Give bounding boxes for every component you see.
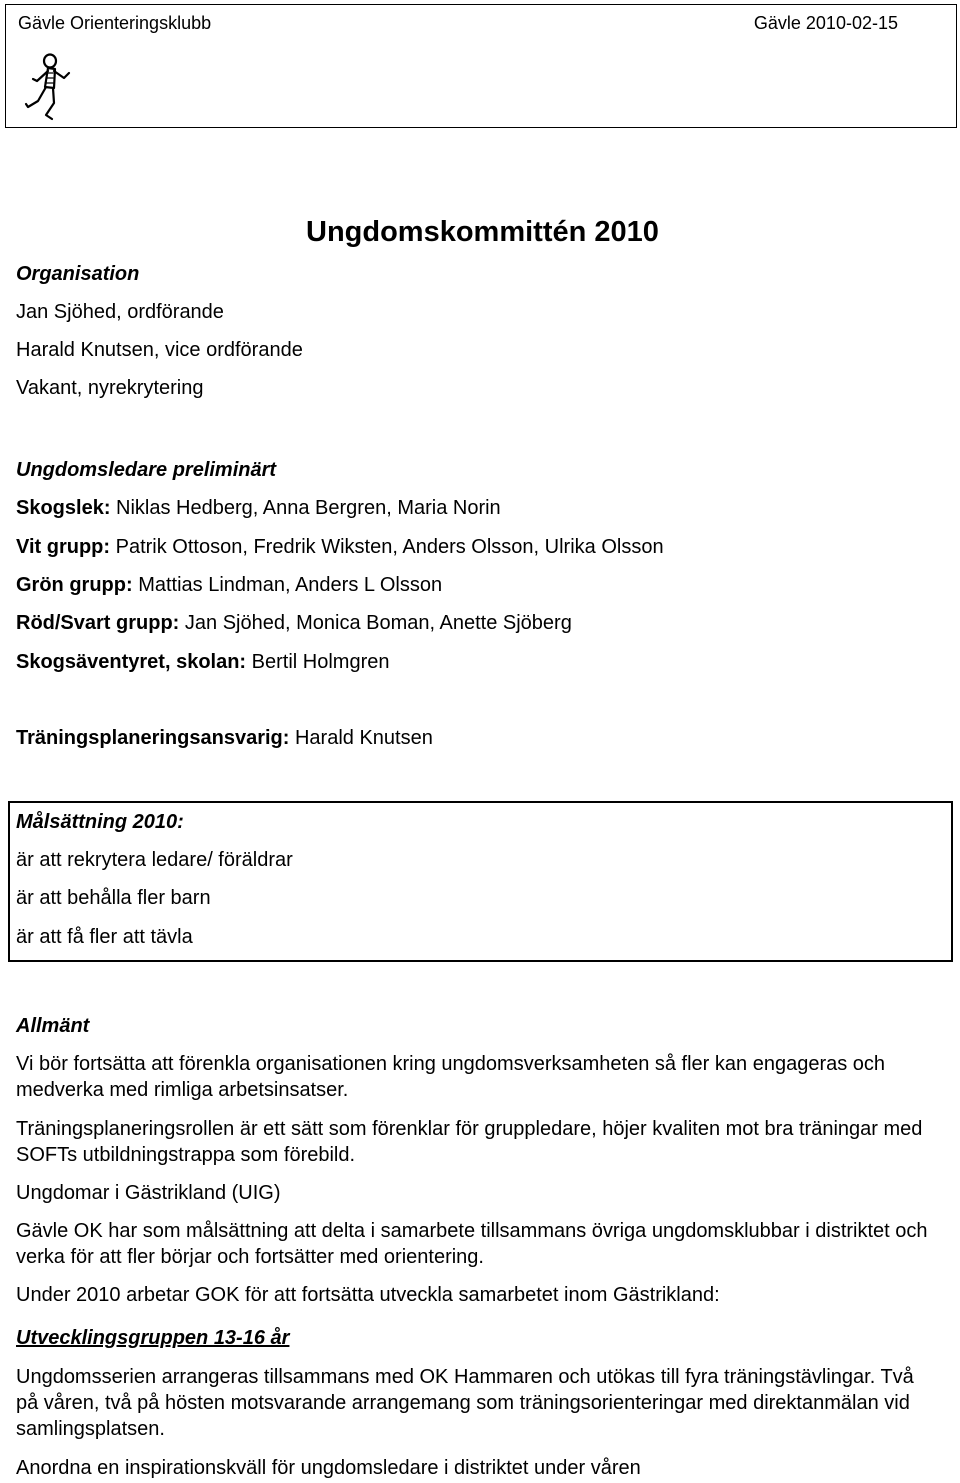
organization-name: Gävle Orienteringsklubb: [18, 13, 212, 33]
general-paragraph: Vi bör fortsätta att förenkla organisationen kring ungdomsverksamheten så fler kan engageras och medverka med rimliga arbetsinsatser.: [16, 1053, 886, 1101]
organisation-member: Harald Knutsen, vice ordförande: [16, 339, 303, 361]
place-date: Gävle 2010-02-15: [753, 13, 898, 33]
leader-group-names: Jan Sjöhed, Monica Boman, Anette Sjöberg: [184, 612, 572, 634]
leader-group: [16, 496, 501, 520]
leader-group: [16, 650, 389, 674]
general-heading: Allmänt: [16, 1015, 90, 1037]
goals-heading: Målsättning 2010:: [16, 811, 184, 833]
leader-group-names: Patrik Ottoson, Fredrik Wiksten, Anders Olsson, Ulrika Olsson: [115, 536, 664, 558]
general-paragraph: Gävle OK har som målsättning att delta i samarbete tillsammans övriga ungdomsklubbar i distriktet och verka för att fler börjar och fortsätter med orientering.: [16, 1220, 928, 1268]
development-paragraph: Anordna en inspirationskväll för ungdomsledare i distriktet under våren: [16, 1457, 641, 1479]
leader-group-names: Niklas Hedberg, Anna Bergren, Maria Norin: [116, 497, 501, 519]
leader-group: [16, 611, 572, 635]
general-paragraph: Träningsplaneringsrollen är ett sätt som förenklar för gruppledare, höjer kvaliten mot bra träningar med SOFTs utbildningstrappa som förebild.: [16, 1118, 923, 1166]
development-paragraph: Ungdomsserien arrangeras tillsammans med OK Hammaren och utökas till fyra träningstävlingar. Två på våren, två på hösten motsvarande arrangemang som träningsorienteringar med direktanmälan vid samlingsplatsen.: [16, 1366, 914, 1440]
leader-group-label: Skogslek:: [16, 497, 111, 519]
page-header: [5, 4, 957, 128]
leader-group-label: Röd/Svart grupp:: [16, 612, 180, 634]
leader-group: [16, 535, 664, 559]
training-name: Harald Knutsen: [294, 727, 433, 749]
goal-item: är att få fler att tävla: [16, 926, 193, 948]
development-heading: Utvecklingsgruppen 13-16 år: [16, 1327, 290, 1349]
document-title: Ungdomskommittén 2010: [306, 216, 659, 248]
youth-leaders-heading: Ungdomsledare preliminärt: [16, 459, 277, 481]
leader-group-label: Grön grupp:: [16, 574, 133, 596]
organisation-member: Vakant, nyrekrytering: [16, 377, 204, 399]
goal-item: är att rekrytera ledare/ föräldrar: [16, 849, 293, 871]
general-paragraph: Under 2010 arbetar GOK för att fortsätta utveckla samarbetet inom Gästrikland:: [16, 1284, 720, 1306]
leader-group-names: Bertil Holmgren: [251, 651, 390, 673]
leader-group-label: Skogsäventyret, skolan:: [16, 651, 247, 673]
general-paragraph: Ungdomar i Gästrikland (UIG): [16, 1182, 281, 1204]
organisation-member: Jan Sjöhed, ordförande: [16, 301, 224, 323]
leader-group-label: Vit grupp:: [16, 536, 111, 558]
training-responsible: [16, 726, 433, 750]
runner-logo-icon: [24, 51, 76, 127]
training-label: Träningsplaneringsansvarig:: [16, 727, 290, 749]
leader-group: [16, 573, 442, 597]
organisation-heading: Organisation: [16, 263, 140, 285]
leader-group-names: Mattias Lindman, Anders L Olsson: [138, 574, 443, 596]
goal-item: är att behålla fler barn: [16, 887, 211, 909]
